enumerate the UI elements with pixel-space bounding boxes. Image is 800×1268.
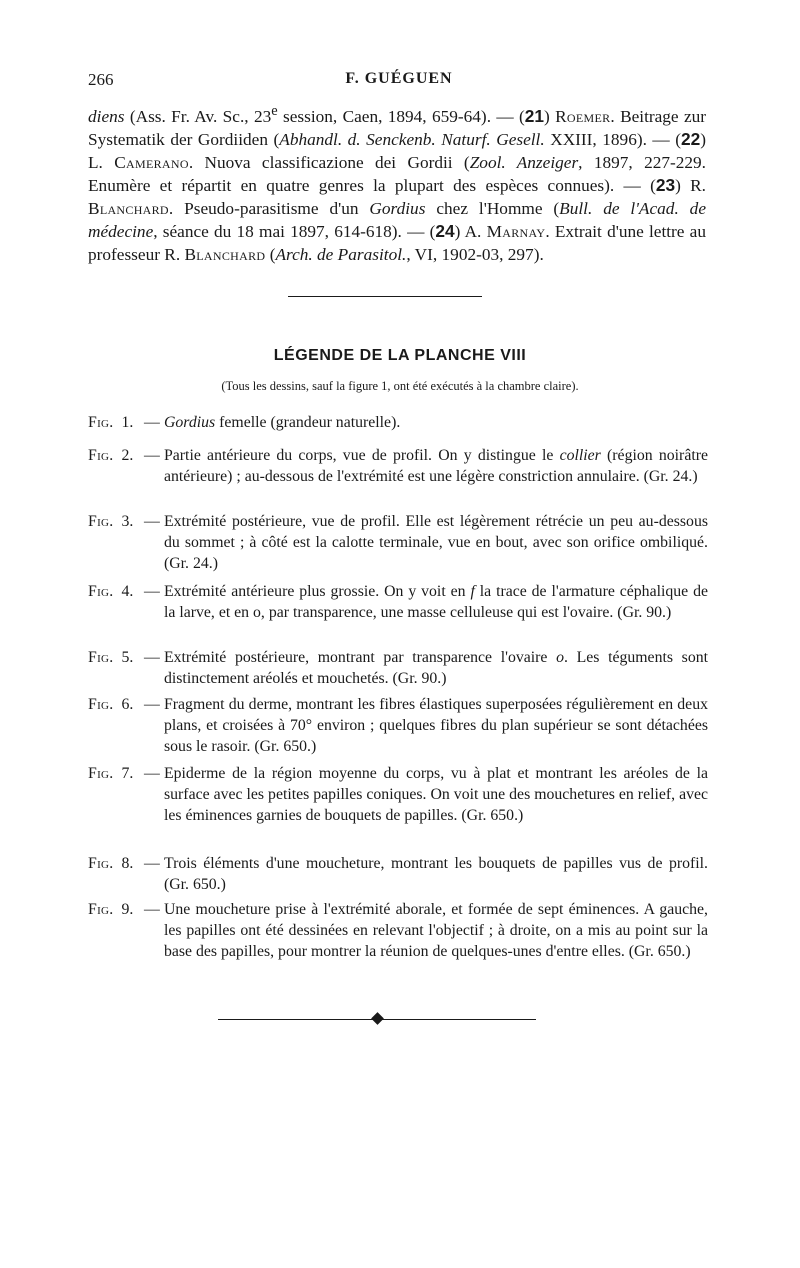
figure-label [88,854,133,875]
ref-text: ) L. [88,129,706,172]
fig-text: Fragment du derme, montrant les fibres élastiques superposées régulièrement en deux plans, et croisées à 70° environ ; quelques fibres du plan supérieur se sont détachées sous le rasoir. (Gr. 650.) [164,696,708,755]
running-header [88,70,710,94]
figure-label [88,764,133,785]
figure-label [88,582,133,603]
fig-dash: — [144,414,160,431]
ref-text: . Pseudo-parasitisme d'un [168,199,370,219]
ref-number: 24 [435,221,455,242]
fig-number: 9. [121,901,134,918]
fig-dash: — [144,447,160,464]
figure-caption [88,764,708,826]
fig-emphasis: f [470,583,475,600]
fig-text: Epiderme de la région moyenne du corps, vu à plat et montrant les aréoles de la surface avec les petites papilles coniques. On voit une des mouchetures en relief, avec les éminences garnies de bouquets de papilles. (Gr. 650.) [164,765,708,824]
fig-emphasis: Gordius [164,414,216,431]
fig-number: 1. [121,414,134,431]
ref-text: diens [88,106,125,126]
fig-number: 8. [121,855,134,872]
fig-text: la trace de l'armature céphalique de la larve, et en o, par transparence, une masse celluleuse qui est l'ovaire. (Gr. 90.) [164,583,708,621]
figure-caption [88,900,708,962]
ref-number: 23 [655,175,676,196]
ref-journal: Zool. Anzeiger [469,152,579,172]
fig-word: Fig. [88,447,114,464]
fig-number: 2. [121,447,134,464]
figure-label [88,695,133,716]
fig-text: Extrémité postérieure, vue de profil. Elle est légèrement rétrécie un peu au-dessous du sommet ; à côté est la calotte terminale, vue en bout, avec son orifice ombiliqué. (Gr. 24.) [164,513,708,572]
ref-journal: Bull. de l'Acad. de médecine [88,199,706,242]
fig-text: (région noirâtre antérieure) ; au-dessous de l'extrémité est une légère constriction annulaire. (Gr. 24.) [164,447,708,485]
running-author: F. GUÉGUEN [345,70,453,87]
fig-number: 6. [121,696,134,713]
fig-emphasis: collier [559,447,601,464]
ref-author: Camerano [114,152,189,172]
fig-dash: — [144,855,160,872]
fig-word: Fig. [88,765,114,782]
fig-word: Fig. [88,414,114,431]
fig-word: Fig. [88,583,114,600]
ref-author: Roemer [555,106,611,126]
figure-caption [88,854,708,896]
ref-text: session, Caen, 1894, 659-64). — ( [277,106,525,126]
ref-text: XXIII, 1896). — ( [544,129,681,149]
fig-word: Fig. [88,855,114,872]
references-block [88,100,706,266]
figure-caption [88,582,708,624]
ref-journal: Arch. de Parasitol. [275,245,407,265]
ref-text: ) [543,106,556,126]
figure-caption [88,446,708,488]
fig-dash: — [144,583,160,600]
ref-superscript: e [271,103,278,119]
fig-dash: — [144,696,160,713]
figure-caption [88,648,708,690]
fig-word: Fig. [88,901,114,918]
figure-label [88,413,133,434]
fig-text: Une moucheture prise à l'extrémité aborale, et formée de sept éminences. A gauche, les papilles ont été dessinées en relevant l'objectif ; à droite, on a mis au point sur la base des papilles, pour montrer la réunion de quelques-unes d'entre elles. (Gr. 650.) [164,901,708,960]
page-number: 266 [88,70,114,89]
fig-text: Trois éléments d'une moucheture, montrant les bouquets de papilles vus de profil. (Gr. 650.) [164,855,708,893]
fig-number: 5. [121,649,134,666]
ref-text: , séance du 18 mai 1897, 614-618). — ( [153,222,436,242]
references-paragraph [88,100,706,266]
ref-text: , VI, 1902-03, 297). [406,245,544,265]
diamond-ornament-icon [371,1012,384,1025]
fig-number: 3. [121,513,134,530]
fig-number: 4. [121,583,134,600]
fig-text: . Les téguments sont distinctement aréolés et mouchetés. (Gr. 90.) [164,649,708,687]
ref-text: . Extrait d'une lettre au professeur R. [88,222,706,265]
fig-text: Extrémité postérieure, montrant par transparence l'ovaire [164,649,557,666]
legend-subtitle: (Tous les dessins, sauf la figure 1, ont été exécutés à la chambre claire). [221,379,579,393]
figure-label [88,900,133,921]
figure-caption [88,512,708,574]
fig-text: Extrémité antérieure plus grossie. On y voit en [164,583,471,600]
fig-word: Fig. [88,649,114,666]
fig-word: Fig. [88,513,114,530]
ref-text: . Beitrage zur Systematik der Gordiiden ( [88,106,707,149]
section-divider [288,296,482,297]
fig-dash: — [144,649,160,666]
fig-emphasis: o [556,649,564,666]
ref-text: ) A. [454,222,487,242]
ref-text: , 1897, 227-229. Enumère et répartit en quatre genres la plupart des espèces connues). — ( [88,152,706,196]
fig-number: 7. [121,765,134,782]
figure-label [88,512,133,533]
fig-dash: — [144,513,160,530]
ref-journal: Abhandl. d. Senckenb. Naturf. Gesell. [279,129,545,149]
fig-dash: — [144,765,160,782]
ref-author: Blanchard [184,245,266,265]
ref-text: ( [265,245,276,265]
ref-author: Marnay [486,222,546,242]
fig-dash: — [144,901,160,918]
legend-title: LÉGENDE DE LA PLANCHE VIII [273,347,527,364]
ref-genus: Gordius [369,199,426,219]
ref-text: . Nuova classificazione dei Gordii ( [188,152,470,172]
ref-number: 21 [524,105,544,126]
fig-text: Partie antérieure du corps, vue de profil. On y distingue le [164,447,560,464]
ref-number: 22 [681,128,701,149]
fig-word: Fig. [88,696,114,713]
figure-label [88,648,133,669]
ref-text: (Ass. Fr. Av. Sc., 23 [124,106,272,126]
fig-text: femelle (grandeur naturelle). [215,414,401,431]
figure-label [88,446,133,467]
ref-text: ) R. [675,176,706,196]
ref-author: Blanchard [88,199,169,219]
figure-caption [88,695,708,757]
ref-text: chez l'Homme ( [425,199,560,219]
figure-caption [88,413,708,434]
